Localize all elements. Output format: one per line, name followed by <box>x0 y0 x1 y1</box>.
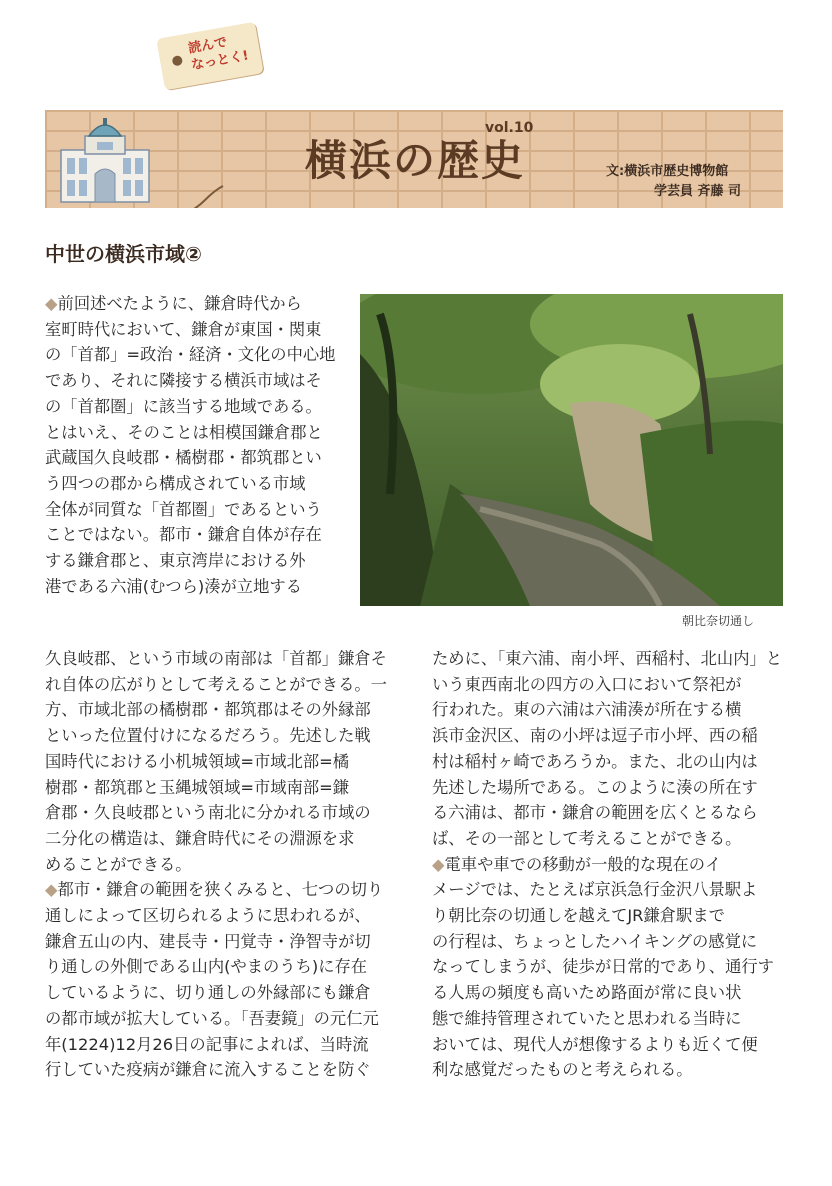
text-line: ば、その一部として考えることができる。 <box>432 828 742 848</box>
text-line: 利な感覚だったものと考えられる。 <box>432 1060 693 1080</box>
text-line: 鎌倉五山の内、建長寺・円覚寺・浄智寺が切 <box>45 931 371 951</box>
text-line: する鎌倉郡と、東京湾岸における外 <box>45 551 306 571</box>
text-line: う四つの郡から構成されている市域 <box>45 473 306 493</box>
text-line: る人馬の頻度も高いため路面が常に良い状 <box>432 983 742 1003</box>
text-line: いう東西南北の四方の入口において祭祀が <box>432 674 742 694</box>
text-line: であり、それに隣接する横浜市域はそ <box>45 371 322 391</box>
text-line: 久良岐郡、という市域の南部は「首都」鎌倉そ <box>45 649 387 668</box>
text-line: 港である六浦(むつら)湊が立地する <box>45 576 302 596</box>
text-line: 樹郡・都筑郡と玉縄城領域=市域南部=鎌 <box>45 777 350 797</box>
series-title: 横浜の歴史 <box>305 136 526 185</box>
text-line: ◆前回述べたように、鎌倉時代から <box>45 294 302 313</box>
author-role: 学芸員 斉藤 司 <box>654 184 742 199</box>
text-line: 浜市金沢区、南の小坪は逗子市小坪、西の稲 <box>432 726 758 746</box>
author-credit: 文:横浜市歴史博物館 <box>606 164 729 179</box>
text-line: 室町時代において、鎌倉が東国・関東 <box>45 319 322 339</box>
photo-caption: 朝比奈切通し <box>682 614 755 628</box>
diamond-bullet-icon: ◆ <box>45 294 58 313</box>
tag-text: 読んで なっとく! <box>187 34 250 74</box>
text-line: の「首都」=政治・経済・文化の中心地 <box>45 345 336 365</box>
text-line: 先述した場所である。このように湊の所在す <box>432 777 758 797</box>
body-column-right <box>432 646 782 1083</box>
text-line: なってしまうが、徒歩が日常的であり、通行す <box>432 957 774 977</box>
text-line: り朝比奈の切通しを越えてJR鎌倉駅まで <box>432 906 725 926</box>
text-line: の都市域が拡大している。「吾妻鏡」の元仁元 <box>45 1008 379 1028</box>
tag-hole-icon <box>172 55 184 67</box>
text-line: ◆電車や車での移動が一般的な現在のイ <box>432 854 722 874</box>
text-line: 全体が同質な「首都圏」であるという <box>45 499 322 519</box>
body-column-left-top <box>45 291 335 599</box>
body-column-left <box>45 646 387 1083</box>
text-line: めることができる。 <box>45 854 192 874</box>
text-line: ◆都市・鎌倉の範囲を狭くみると、七つの切り <box>45 880 384 900</box>
text-line: り通しの外側である山内(やまのうち)に存在 <box>45 957 368 977</box>
text-line: 二分化の構造は、鎌倉時代にその淵源を求 <box>45 828 355 848</box>
text-line: メージでは、たとえば京浜急行金沢八景駅よ <box>432 880 758 900</box>
text-line: の「首都圏」に該当する地域である。 <box>45 396 322 416</box>
volume-number: vol.10 <box>485 120 534 136</box>
tag-string-icon <box>165 182 225 208</box>
text-line: 年(1224)12月26日の記事によれば、当時流 <box>45 1034 369 1054</box>
text-line: 倉郡・久良岐郡という南北に分かれる市域の <box>45 803 371 823</box>
text-line: 通しによって区切られるように思われるが、 <box>45 906 371 926</box>
text-line: しているように、切り通しの外縁部にも鎌倉 <box>45 983 371 1003</box>
text-line: とはいえ、そのことは相模国鎌倉郡と <box>45 422 323 442</box>
text-line: 武蔵国久良岐郡・橘樹郡・都筑郡とい <box>45 448 322 468</box>
text-line: る六浦は、都市・鎌倉の範囲を広くとるなら <box>432 803 758 823</box>
photo-asahina-pass <box>360 294 783 606</box>
text-line: の行程は、ちょっとしたハイキングの感覚に <box>432 931 758 951</box>
diamond-bullet-icon: ◆ <box>45 880 58 900</box>
text-line: ために、「東六浦、南小坪、西稲村、北山内」と <box>432 649 783 668</box>
text-line: 態で維持管理されていたと思われる当時に <box>432 1008 742 1028</box>
text-line: ことではない。都市・鎌倉自体が存在 <box>45 525 322 545</box>
section-title: 中世の横浜市域② <box>45 242 202 266</box>
text-line: 行われた。東の六浦は六浦湊が所在する横 <box>432 700 742 720</box>
text-line: おいては、現代人が想像するよりも近くて便 <box>432 1034 758 1054</box>
diamond-bullet-icon: ◆ <box>432 854 445 874</box>
text-line: といった位置付けになるだろう。先述した戦 <box>45 726 371 746</box>
text-line: 行していた疫病が鎌倉に流入することを防ぐ <box>45 1060 371 1080</box>
text-line: 方、市域北部の橘樹郡・都筑郡はその外縁部 <box>45 700 371 720</box>
text-line: 国時代における小机城領域=市域北部=橘 <box>45 751 350 771</box>
text-line: 村は稲村ヶ崎であろうか。また、北の山内は <box>432 751 758 771</box>
tag-label <box>156 22 264 91</box>
text-line: れ自体の広がりとして考えることができる。一 <box>45 674 387 694</box>
building-icon <box>55 116 155 204</box>
